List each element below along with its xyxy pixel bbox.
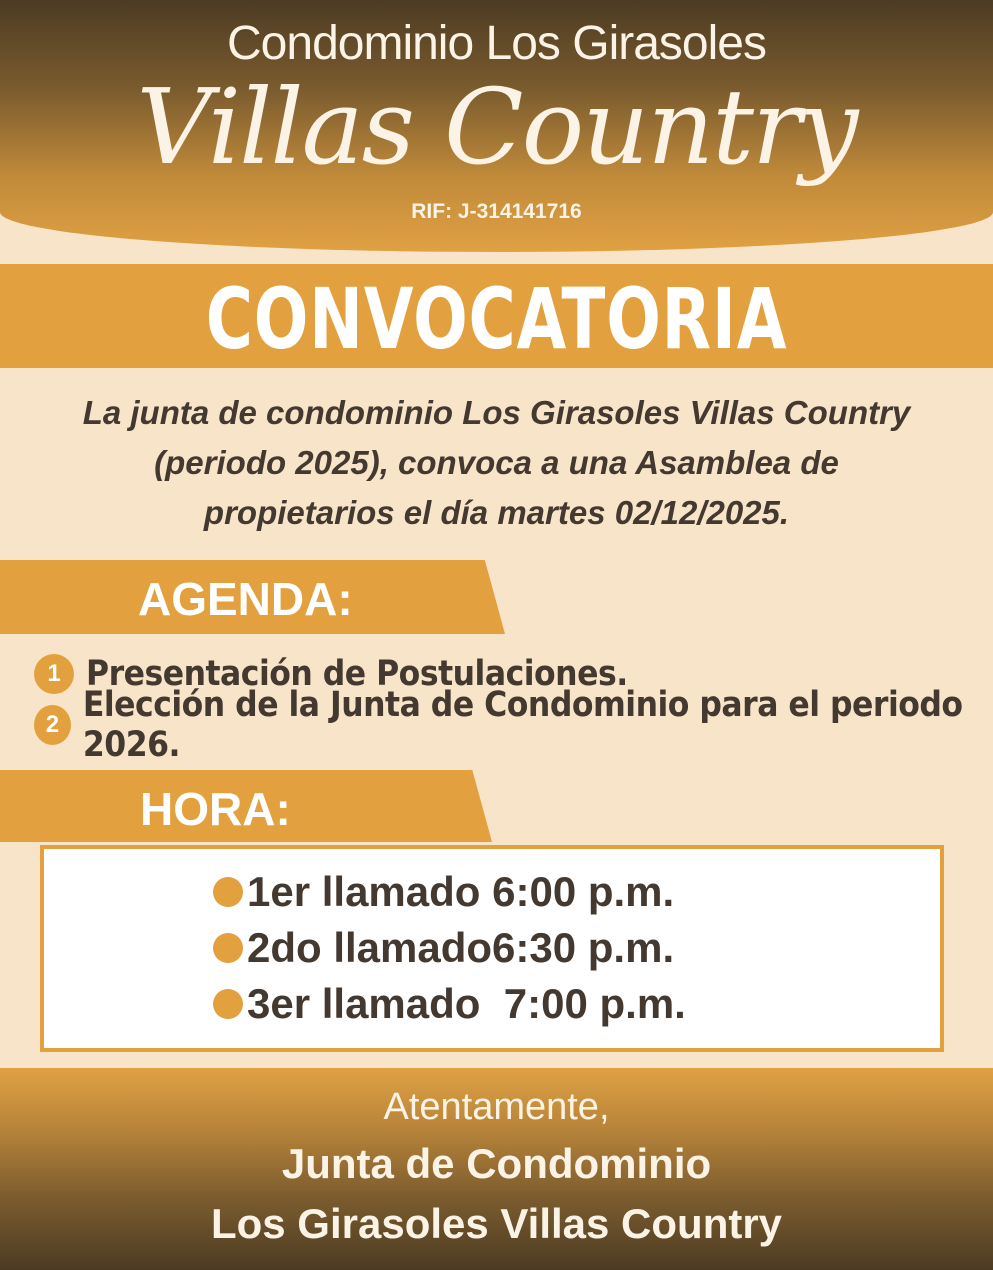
- footer-signature-line2: Los Girasoles Villas Country: [210, 1200, 783, 1247]
- call-item: [213, 980, 686, 1028]
- convocatoria-title: CONVOCATORIA: [205, 270, 788, 368]
- call-text: 1er llamado 6:00 p.m.: [247, 868, 675, 915]
- call-item: [213, 924, 674, 972]
- agenda-item: [34, 685, 993, 765]
- intro-line: propietarios el día martes 02/12/2025.: [203, 494, 790, 531]
- intro-line: La junta de condominio Los Girasoles Villas Country: [82, 394, 911, 431]
- agenda-item-text: Presentación de Postulaciones.: [86, 654, 628, 694]
- call-item: [213, 868, 674, 916]
- number-badge: 2: [34, 705, 71, 745]
- footer-closing: Atentamente,: [383, 1086, 610, 1128]
- bullet-dot-icon: [213, 989, 243, 1019]
- call-text: 3er llamado 7:00 p.m.: [247, 980, 686, 1027]
- bullet-dot-icon: [213, 877, 243, 907]
- bullet-dot-icon: [213, 933, 243, 963]
- header-script-title: Villas Country: [136, 66, 857, 188]
- hora-label: HORA:: [140, 783, 291, 835]
- agenda-label: AGENDA:: [138, 573, 353, 625]
- header-title: Condominio Los Girasoles: [227, 17, 766, 70]
- number-badge: 1: [34, 654, 74, 694]
- intro-paragraph: [20, 388, 973, 538]
- header-rif: RIF: J-314141716: [411, 200, 582, 223]
- footer-signature-line1: Junta de Condominio: [281, 1140, 712, 1187]
- call-text: 2do llamado6:30 p.m.: [247, 924, 675, 971]
- agenda-item-text: Elección de la Junta de Condominio para el periodo 2026.: [82, 685, 963, 765]
- intro-line: (periodo 2025), convoca a una Asamblea de: [154, 444, 839, 481]
